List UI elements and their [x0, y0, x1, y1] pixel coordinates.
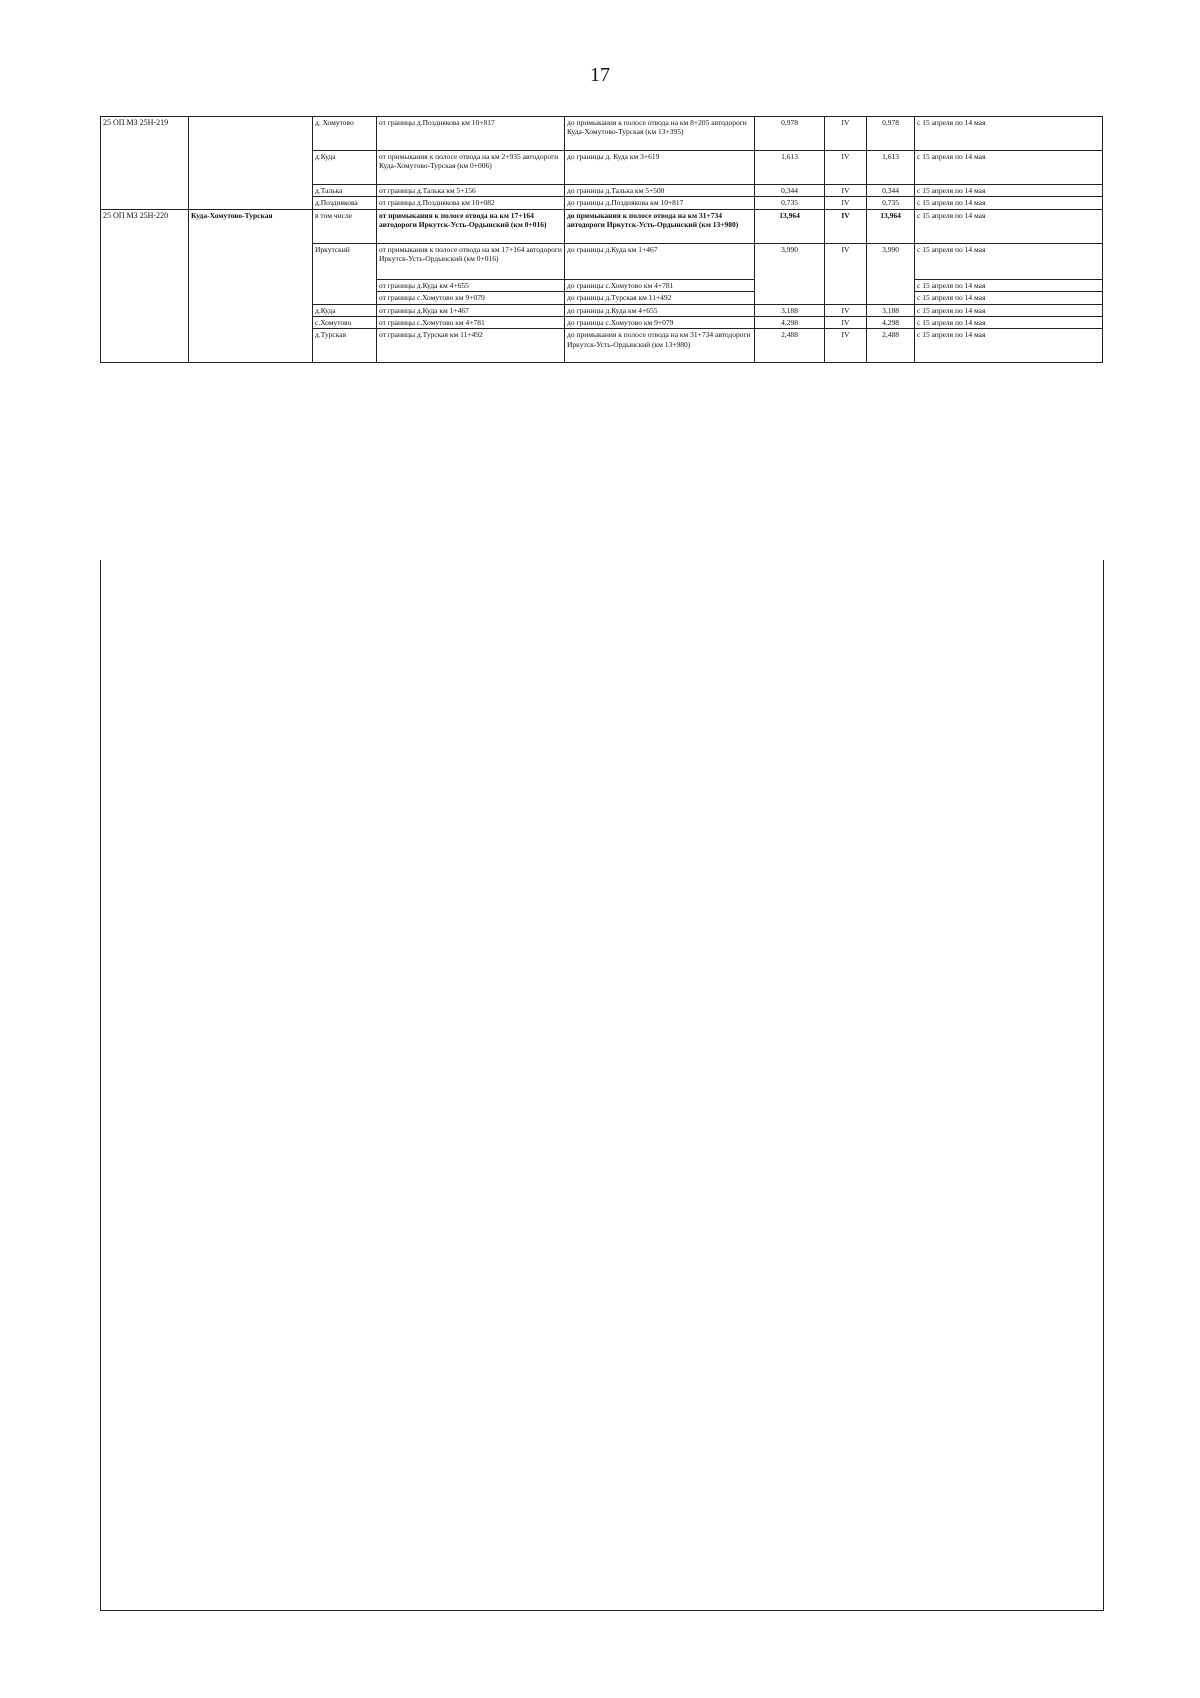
category-cell: IV [825, 304, 867, 316]
from-cell: от границы с.Хомутово км 9+079 [377, 292, 565, 304]
from-cell: от границы с.Хомутово км 4+781 [377, 316, 565, 328]
category-cell: IV [825, 151, 867, 185]
length2-cell: 0,344 [867, 185, 915, 197]
length-cell: 3,188 [755, 304, 825, 316]
settlement-cell: с.Хомутово [313, 316, 377, 328]
to-cell: до границы д.Позднякова км 10+817 [565, 197, 755, 209]
from-cell: от границы д.Куда км 4+655 [377, 279, 565, 291]
settlement-cell: д.Турская [313, 329, 377, 363]
from-cell: от границы д.Турская км 11+492 [377, 329, 565, 363]
season-cell: с 15 апреля по 14 мая [915, 304, 1103, 316]
from-cell: от примыкания к полосе отвода на км 17+164 автодороги Иркутск-Усть-Ордынский (км 0+016) [377, 243, 565, 279]
page-number: 17 [590, 64, 610, 86]
from-cell: от примыкания к полосе отвода на км 2+935 автодороги Куда-Хомутово-Турская (км 0+006) [377, 151, 565, 185]
length2-cell: 0,735 [867, 197, 915, 209]
settlement-cell: д.Позднякова [313, 197, 377, 209]
season-cell: с 15 апреля по 14 мая [915, 316, 1103, 328]
settlement-cell: д.Куда [313, 151, 377, 185]
from-cell: от границы д.Позднякова км 10+817 [377, 117, 565, 151]
season-cell: с 15 апреля по 14 мая [915, 197, 1103, 209]
category-cell: IV [825, 117, 867, 151]
to-cell: до границы д.Талька км 5+500 [565, 185, 755, 197]
length-cell: 2,488 [755, 329, 825, 363]
length2-cell: 13,964 [867, 209, 915, 243]
to-cell: до границы д.Турская км 11+492 [565, 292, 755, 304]
season-cell: с 15 апреля по 14 мая [915, 292, 1103, 304]
settlement-cell: д. Хомутово [313, 117, 377, 151]
length2-cell: 2,488 [867, 329, 915, 363]
to-cell: до границы с.Хомутово км 4+781 [565, 279, 755, 291]
from-cell: от границы д.Позднякова км 10+082 [377, 197, 565, 209]
to-cell: до примыкания к полосе отвода на км 31+734 автодороги Иркутск-Усть-Ордынский (км 13+980) [565, 209, 755, 243]
to-cell: до примыкания к полосе отвода на км 8+205 автодороги Куда-Хомутово-Турская (км 13+395) [565, 117, 755, 151]
category-cell: IV [825, 329, 867, 363]
length-cell: 0,735 [755, 197, 825, 209]
to-cell: до границы д.Куда км 1+467 [565, 243, 755, 279]
table-row [101, 117, 1103, 151]
category-cell: IV [825, 316, 867, 328]
season-cell: с 15 апреля по 14 мая [915, 243, 1103, 279]
length-cell: 0,344 [755, 185, 825, 197]
to-cell: до границы д. Куда км 3+619 [565, 151, 755, 185]
category-cell: IV [825, 243, 867, 304]
season-cell: с 15 апреля по 14 мая [915, 117, 1103, 151]
season-cell: с 15 апреля по 14 мая [915, 209, 1103, 243]
road-code-cell: 25 ОП МЗ 25Н-220 [101, 209, 189, 363]
road-code-cell: 25 ОП МЗ 25Н-219 [101, 117, 189, 210]
season-cell: с 15 апреля по 14 мая [915, 151, 1103, 185]
road-name-cell: Куда-Хомутово-Турская [189, 209, 313, 363]
length-cell: 0,978 [755, 117, 825, 151]
season-cell: с 15 апреля по 14 мая [915, 185, 1103, 197]
length2-cell: 3,188 [867, 304, 915, 316]
season-cell: с 15 апреля по 14 мая [915, 279, 1103, 291]
category-cell: IV [825, 185, 867, 197]
length-cell: 13,964 [755, 209, 825, 243]
category-cell: IV [825, 197, 867, 209]
length2-cell: 1,613 [867, 151, 915, 185]
untranscribed-table-area [100, 560, 1104, 1611]
settlement-cell: д.Талька [313, 185, 377, 197]
from-cell: от примыкания к полосе отвода на км 17+164 автодороги Иркутск-Усть-Ордынский (км 0+016) [377, 209, 565, 243]
to-cell: до границы д.Куда км 4+655 [565, 304, 755, 316]
from-cell: от границы д.Куда км 1+467 [377, 304, 565, 316]
length-cell: 3,990 [755, 243, 825, 304]
roads-table [100, 116, 1103, 363]
settlement-cell: д.Куда [313, 304, 377, 316]
settlement-cell: Иркутский [313, 243, 377, 304]
length-cell: 4,298 [755, 316, 825, 328]
to-cell: до примыкания к полосе отвода на км 31+734 автодороги Иркутск-Усть-Ордынский (км 13+980) [565, 329, 755, 363]
length2-cell: 3,990 [867, 243, 915, 304]
category-cell: IV [825, 209, 867, 243]
table-row [101, 209, 1103, 243]
from-cell: от границы д.Талька км 5+156 [377, 185, 565, 197]
length2-cell: 4,298 [867, 316, 915, 328]
road-name-cell [189, 117, 313, 210]
to-cell: до границы с.Хомутово км 9+079 [565, 316, 755, 328]
length-cell: 1,613 [755, 151, 825, 185]
length2-cell: 0,978 [867, 117, 915, 151]
settlement-cell: в том числе [313, 209, 377, 243]
season-cell: с 15 апреля по 14 мая [915, 329, 1103, 363]
